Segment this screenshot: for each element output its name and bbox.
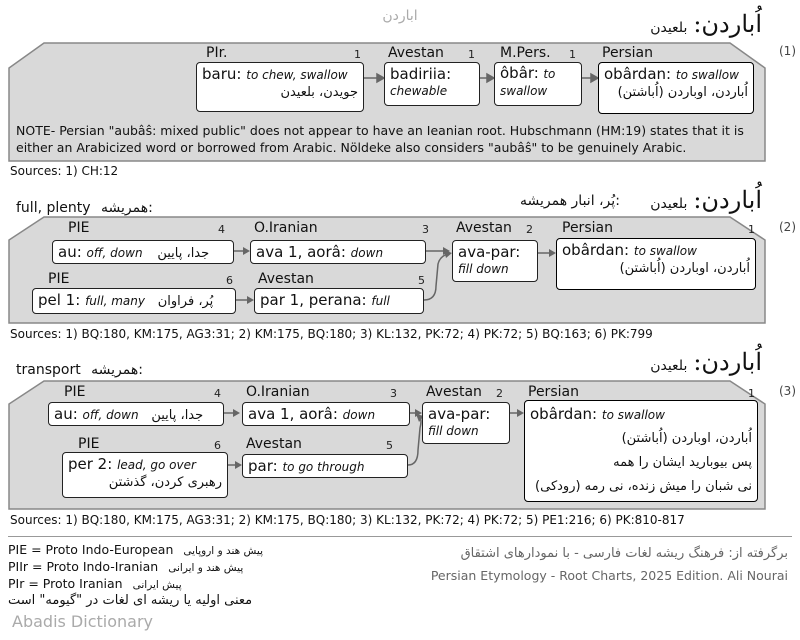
node-lang: Avestan [246, 436, 302, 452]
etymon-word: par 1, perana: [260, 291, 367, 309]
target-meaning: to swallow [601, 408, 665, 422]
etymon-persian-gloss: رهبری کردن، گذشتن [108, 475, 222, 490]
node-index: 2 [496, 387, 503, 400]
english-cognate-words: full, plenty [16, 200, 91, 216]
etymon-meaning: full, many [85, 294, 145, 308]
etymon-meaning: to swallow [500, 67, 556, 98]
node-index: 1 [748, 223, 755, 236]
target-word: obârdan: [530, 405, 598, 423]
etymon-persian-gloss: جدا، پایین [151, 408, 204, 423]
node-lang: Persian [602, 45, 653, 61]
etymon-word: au: [58, 243, 82, 261]
etymon-word: au: [54, 405, 78, 423]
node-lang: PIE [78, 436, 100, 452]
etymon-meaning: off, down [86, 246, 143, 260]
cognates [500, 193, 620, 209]
etymon-box [196, 62, 364, 112]
node-index: 3 [390, 387, 397, 400]
etymon-meaning: fill down [428, 424, 479, 438]
etymon-word: baru: [202, 65, 242, 83]
node-lang: Avestan [456, 220, 512, 236]
entry-3-heading [650, 348, 762, 376]
node-lang: PIE [64, 384, 86, 400]
etymon-box [242, 454, 408, 478]
etymon-box [422, 402, 510, 444]
etymon-box [254, 288, 424, 314]
node-lang: PIE [48, 271, 70, 287]
etymon-box [384, 62, 480, 106]
english-cognates [16, 362, 143, 378]
page-title: اباردن [382, 8, 418, 24]
english-cognate-label: همریشه: [100, 200, 153, 216]
target-word: obârdan: [604, 65, 672, 83]
sources: Sources: 1) BQ:180, KM:175, AG3:31; 2) KM:175, BQ:180; 3) KL:132, PK:72; 4) PK:72; 5) PE1:216; 6) PK:810-817 [10, 513, 685, 527]
node-lang: PIE [68, 220, 90, 236]
etymon-box [48, 402, 224, 426]
node-lang: O.Iranian [254, 220, 318, 236]
node-index: 5 [386, 439, 393, 452]
node-index: 4 [214, 387, 221, 400]
etymon-persian-gloss: پُر، فراوان [157, 294, 214, 309]
sources: Sources: 1) CH:12 [10, 164, 119, 178]
legend-item: PIE = Proto Indo-European پیش هند و اروپایی [8, 542, 264, 557]
node-lang: Avestan [258, 271, 314, 287]
etymon-meaning: to go through [282, 460, 365, 474]
etymon-box [52, 240, 234, 264]
legend-item: PIr = Proto Iranian پیش ایرانی [8, 576, 182, 591]
english-cognate-words: transport [16, 362, 81, 378]
headword-gloss: بلعیدن [650, 358, 688, 374]
entry-number: (2) [779, 220, 796, 234]
node-index: 1 [468, 48, 475, 61]
etymon-meaning: down [350, 246, 384, 260]
credit-english: Persian Etymology - Root Charts, 2025 Edition. Ali Nourai [430, 568, 788, 583]
node-lang: O.Iranian [246, 384, 310, 400]
target-persian-forms: اُباردن، اوباردن (اُباشتن) [619, 261, 750, 276]
headword: اُباردن: [693, 348, 762, 376]
target-word: obârdan: [562, 241, 630, 259]
brand-watermark: Abadis Dictionary [12, 612, 153, 631]
etymon-word: pel 1: [38, 291, 81, 309]
etymon-meaning: to chew, swallow [246, 68, 348, 82]
node-index: 6 [226, 274, 233, 287]
target-word-box [524, 400, 758, 502]
etymology-panel-1 [8, 42, 766, 162]
cognate-label: همریشه: [520, 193, 620, 209]
poem-line-1: پس بیوباريد ایشان را همه [613, 455, 752, 470]
etymon-persian-gloss: جدا، پایین [157, 246, 210, 261]
etymon-box [32, 288, 236, 314]
node-lang: Avestan [426, 384, 482, 400]
legend-item: PIIr = Proto Indo-Iranian پیش هند و ایرانی [8, 559, 244, 574]
node-lang: PIr. [206, 45, 228, 61]
entry-2-heading [650, 186, 762, 214]
node-index: 3 [422, 223, 429, 236]
credit-persian: برگرفته از: فرهنگ ریشه لغات فارسی - با نمودارهای اشتقاق [460, 546, 788, 561]
node-index: 1 [748, 387, 755, 400]
etymon-word: ava-par: [458, 243, 521, 261]
headword-gloss: بلعیدن [650, 196, 688, 212]
english-cognates [16, 200, 153, 216]
english-cognate-label: همریشه: [91, 362, 143, 378]
etymon-meaning: full [371, 294, 390, 308]
cognate-words: پُر، انبار [571, 193, 616, 209]
etymon-word: badiriia: [390, 65, 452, 83]
headword-gloss: بلعیدن [650, 20, 688, 36]
legend [8, 542, 263, 609]
etymon-word: per 2: [68, 455, 113, 473]
etymon-meaning: fill down [458, 262, 509, 276]
legend-note: معنی اولیه یا ریشه ای لغات در "گیومه" است [8, 593, 253, 608]
entry-1-heading [650, 10, 762, 38]
node-lang: M.Pers. [500, 45, 551, 61]
node-index: 1 [569, 48, 576, 61]
node-index: 5 [418, 274, 425, 287]
etymon-word: ava-par: [428, 405, 491, 423]
poem-line-2: نی شبان را میش زنده، نی رمه (رودکی) [535, 479, 752, 494]
entry-number: (3) [779, 384, 796, 398]
target-persian-forms: اُباردن، اوباردن (اُباشتن) [617, 85, 748, 100]
etymon-word: ava 1, aorâ: [256, 243, 346, 261]
node-index: 1 [354, 48, 361, 61]
node-lang: Persian [528, 384, 579, 400]
etymon-meaning: lead, go over [117, 458, 196, 472]
node-index: 2 [526, 223, 533, 236]
etymon-box [250, 240, 426, 264]
target-meaning: to swallow [633, 244, 697, 258]
etymon-box [62, 452, 228, 498]
entry-number: (1) [779, 44, 796, 58]
etymon-word: par: [248, 457, 278, 475]
entry-note: NOTE- Persian "aubâŝ: mixed public" does not appear to have an Ieanian root. Hubschmann (HM:19) states that it is either an Arabicized word or borrowed from Arabic. Nöldeke also considers "aubâŝ" to be genuinely Arabic. [16, 123, 744, 155]
etymon-box [452, 240, 538, 282]
headword: اُباردن: [693, 10, 762, 38]
etymology-panel-3 [8, 380, 766, 510]
node-lang: Persian [562, 220, 613, 236]
etymon-persian-gloss: جویدن، بلعیدن [280, 85, 358, 100]
etymon-meaning: down [342, 408, 376, 422]
etymon-meaning: off, down [82, 408, 139, 422]
divider [8, 536, 792, 537]
target-meaning: to swallow [675, 68, 739, 82]
etymon-meaning: chewable [390, 84, 448, 98]
headword: اُباردن: [693, 186, 762, 214]
target-persian-forms: اُباردن، اوباردن (اُباشتن) [621, 431, 752, 446]
etymology-panel-2 [8, 216, 766, 324]
node-index: 4 [218, 223, 225, 236]
sources: Sources: 1) BQ:180, KM:175, AG3:31; 2) KM:175, BQ:180; 3) KL:132, PK:72; 4) PK:72; 5) BQ:163; 6) PK:799 [10, 327, 653, 341]
target-word-box [556, 238, 756, 290]
target-word-box [598, 62, 754, 114]
etymon-box [494, 62, 582, 106]
etymon-word: ôbâr: [500, 64, 539, 82]
etymon-word: ava 1, aorâ: [248, 405, 338, 423]
node-index: 6 [214, 439, 221, 452]
etymon-box [242, 402, 410, 426]
node-lang: Avestan [388, 45, 444, 61]
